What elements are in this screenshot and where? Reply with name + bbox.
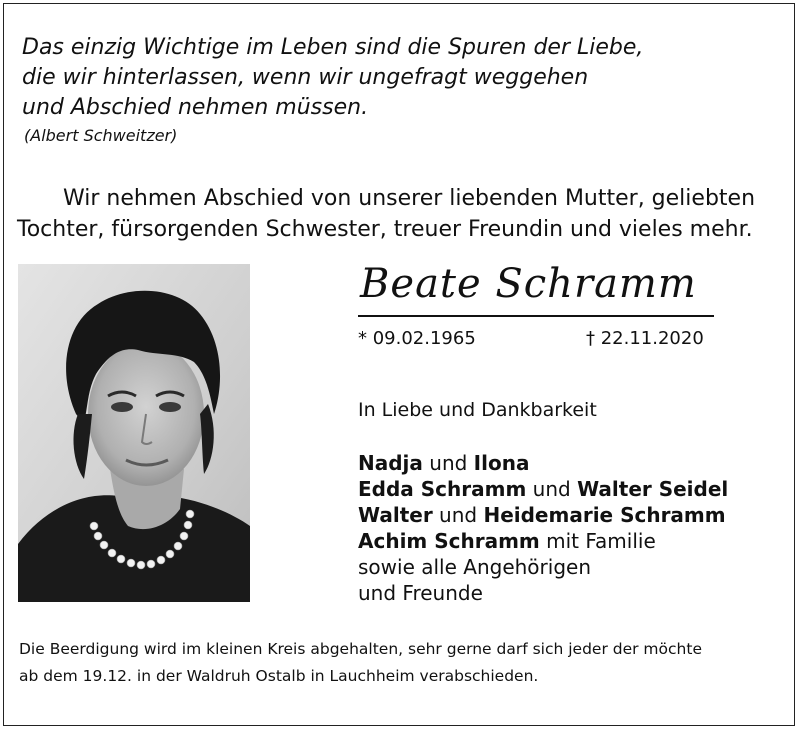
connector-text: und — [422, 451, 474, 475]
mourner-row — [358, 450, 728, 476]
farewell-line: Wir nehmen Abschied von unserer liebenden Mutter, geliebten — [63, 186, 756, 211]
farewell-text — [0, 183, 800, 245]
mourner-name: Walter Seidel — [577, 477, 729, 501]
deceased-name: Beate Schramm — [360, 261, 697, 307]
mourners-list — [358, 450, 728, 606]
portrait-photo — [18, 264, 250, 602]
mourner-name: Walter — [358, 503, 433, 527]
dedication: In Liebe und Dankbarkeit — [358, 399, 597, 421]
quote-line: die wir hinterlassen, wenn wir ungefragt weggehen — [22, 65, 589, 90]
quote-line: Das einzig Wichtige im Leben sind die Spuren der Liebe, — [22, 35, 644, 60]
funeral-line: ab dem 19.12. in der Waldruh Ostalb in Lauchheim verabschieden. — [19, 667, 539, 685]
connector-text: und — [432, 503, 484, 527]
death-date: † 22.11.2020 — [586, 328, 704, 349]
birth-date: * 09.02.1965 — [358, 328, 476, 349]
mourner-name: Achim Schramm — [358, 529, 540, 553]
epigraph-quote — [22, 33, 643, 149]
connector-text: und — [526, 477, 578, 501]
mourner-name: Ilona — [473, 451, 530, 475]
mourner-name: Edda Schramm — [358, 477, 527, 501]
quote-line: und Abschied nehmen müssen. — [22, 95, 369, 120]
farewell-line: Tochter, fürsorgenden Schwester, treuer Freundin und vieles mehr. — [17, 217, 753, 242]
mourner-row: sowie alle Angehörigen — [358, 555, 591, 579]
connector-text: mit Familie — [539, 529, 656, 553]
mourner-name: Nadja — [358, 451, 423, 475]
mourner-row — [358, 476, 728, 502]
mourner-row: und Freunde — [358, 581, 483, 605]
mourner-row — [358, 502, 728, 528]
funeral-notice — [0, 636, 800, 690]
funeral-line: Die Beerdigung wird im kleinen Kreis abgehalten, sehr gerne darf sich jeder der möchte — [19, 640, 702, 658]
name-underline — [358, 315, 714, 317]
quote-author: (Albert Schweitzer) — [24, 126, 178, 145]
portrait-image — [18, 264, 250, 602]
mourner-row — [358, 528, 728, 554]
mourner-name: Heidemarie Schramm — [483, 503, 726, 527]
